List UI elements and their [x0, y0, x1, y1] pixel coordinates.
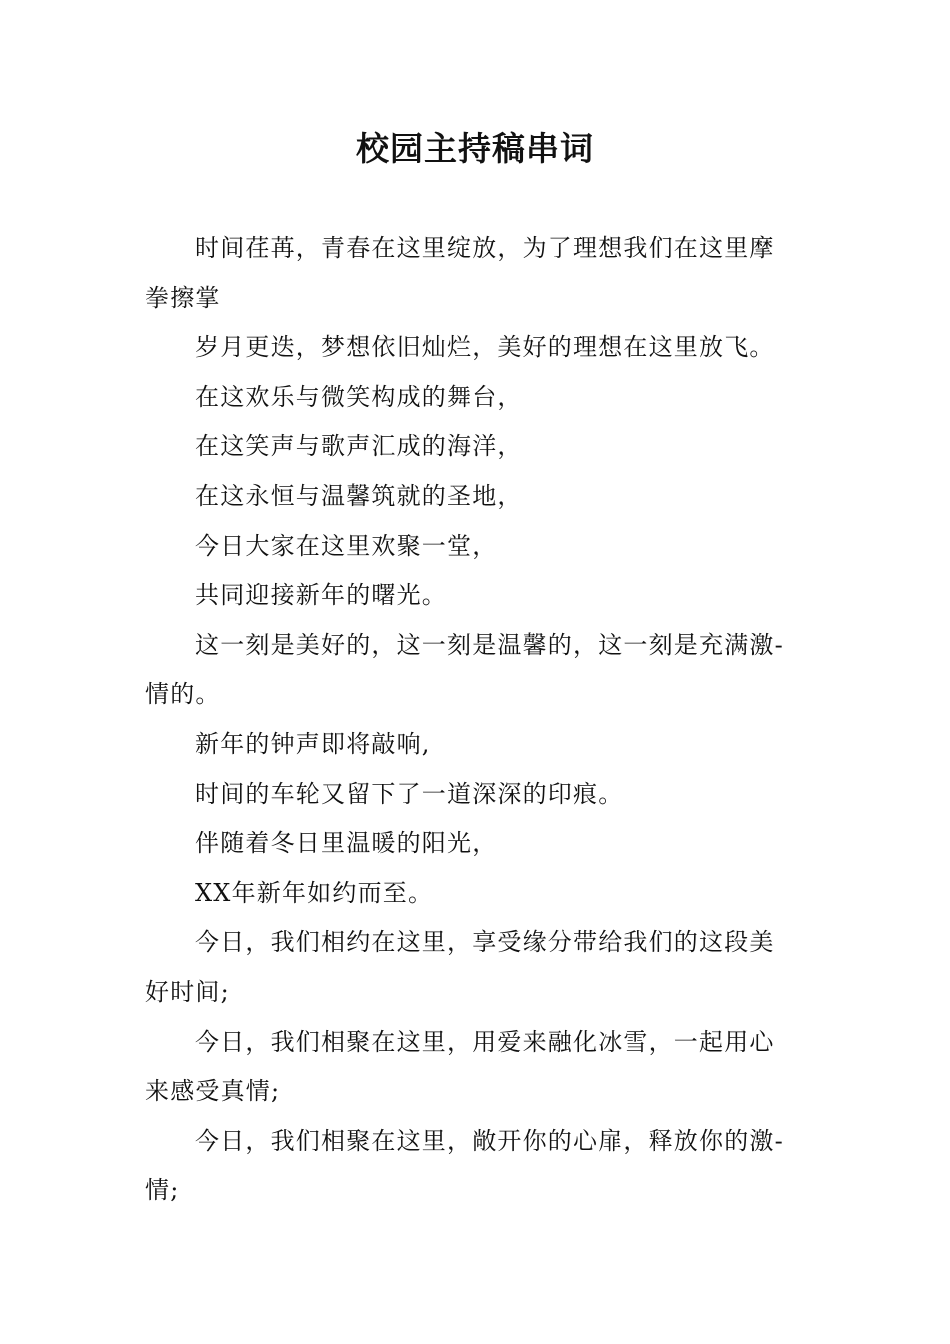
- paragraph-14: [145, 1018, 810, 1117]
- text-line: 在这欢乐与微笑构成的舞台，: [195, 382, 523, 411]
- text-line: 在这笑声与歌声汇成的海洋，: [195, 432, 523, 461]
- paragraph-10: [145, 770, 810, 820]
- text-line: 今日，我们相聚在这里，敞开你的心扉，释放你的激-: [195, 1126, 784, 1155]
- paragraph-9: [145, 720, 810, 770]
- text-line: 情的。: [145, 680, 221, 709]
- paragraph-3: [145, 373, 810, 423]
- text-line: 在这永恒与温馨筑就的圣地，: [195, 481, 523, 510]
- document-body: [145, 224, 810, 1216]
- text-line: 这一刻是美好的，这一刻是温馨的，这一刻是充满激-: [195, 630, 784, 659]
- text-line: 今日，我们相聚在这里，用爱来融化冰雪，一起用心: [195, 1027, 775, 1056]
- paragraph-6: [145, 522, 810, 572]
- text-line: 今日，我们相约在这里，享受缘分带给我们的这段美: [195, 928, 775, 957]
- paragraph-15: [145, 1117, 810, 1216]
- text-line: 拳擦掌: [145, 283, 221, 312]
- paragraph-7: [145, 571, 810, 621]
- text-line: 伴随着冬日里温暖的阳光，: [195, 829, 498, 858]
- text-line: 来感受真情;: [145, 1077, 281, 1106]
- text-line: 新年的钟声即将敲响,: [195, 729, 431, 758]
- paragraph-4: [145, 422, 810, 472]
- paragraph-1: [145, 224, 810, 323]
- paragraph-8: [145, 621, 810, 720]
- text-line: 共同迎接新年的曙光。: [195, 581, 447, 610]
- paragraph-2: [145, 323, 810, 373]
- text-line: 好时间;: [145, 977, 230, 1006]
- paragraph-12: [145, 869, 810, 919]
- text-line: 时间荏苒，青春在这里绽放，为了理想我们在这里摩: [195, 234, 775, 262]
- paragraph-5: [145, 472, 810, 522]
- paragraph-11: [145, 819, 810, 869]
- paragraph-13: [145, 918, 810, 1017]
- text-line: XX年新年如约而至。: [195, 878, 434, 907]
- text-line: 今日大家在这里欢聚一堂，: [195, 531, 498, 560]
- text-line: 岁月更迭，梦想依旧灿烂，美好的理想在这里放飞。: [195, 333, 775, 362]
- text-line: 情;: [145, 1176, 180, 1205]
- text-line: 时间的车轮又留下了一道深深的印痕。: [195, 779, 624, 808]
- document-title: 校园主持稿串词: [356, 129, 594, 168]
